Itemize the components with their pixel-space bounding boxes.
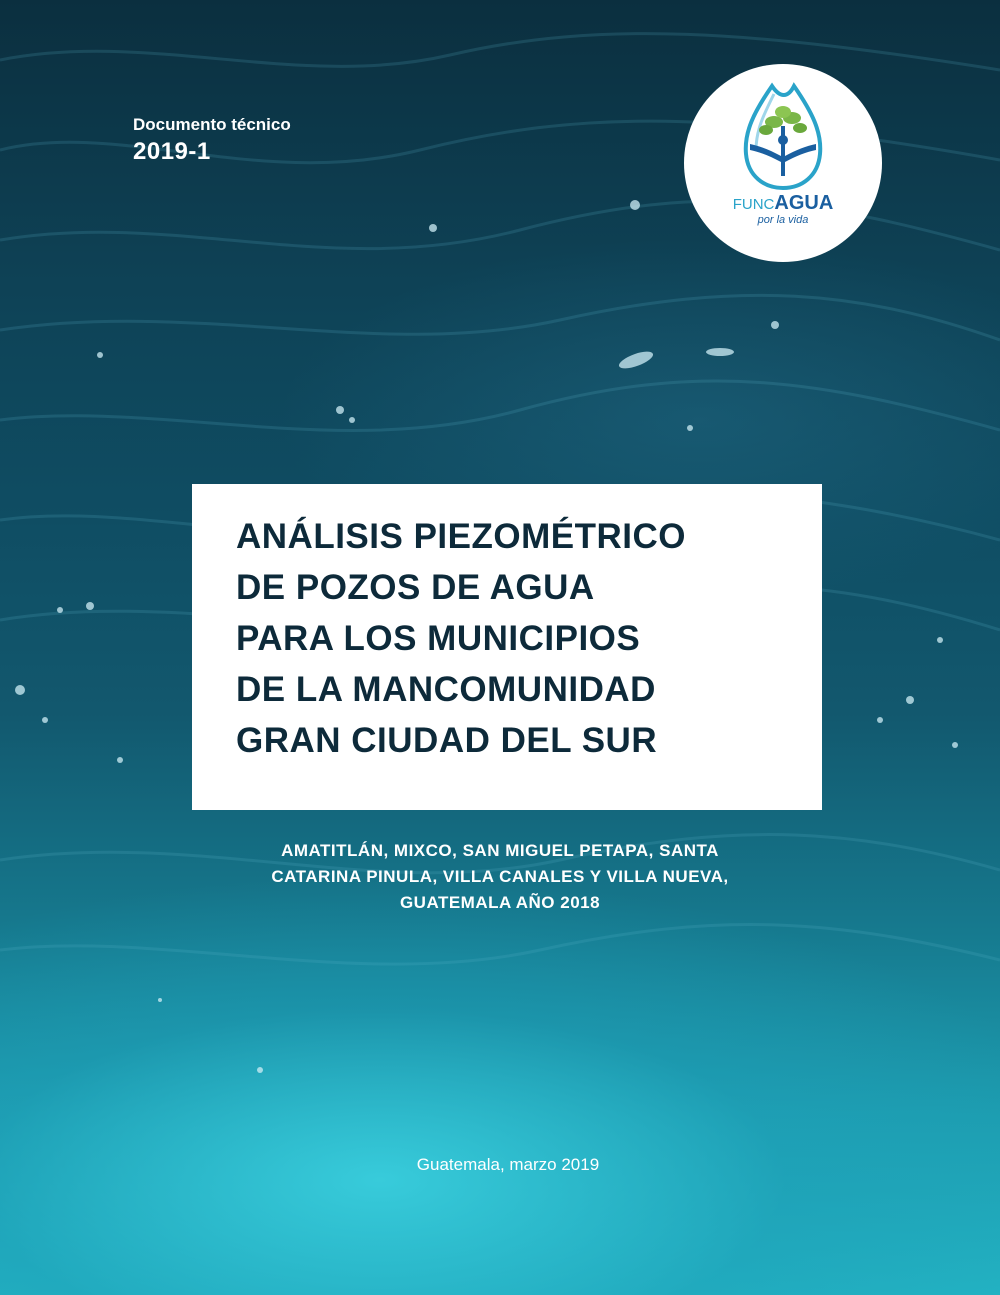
- logo-name-part1: FUNC: [732, 196, 775, 213]
- title-box: [192, 484, 822, 810]
- document-type-label: Documento técnico: [133, 115, 291, 134]
- subtitle-line: AMATITLÁN, MIXCO, SAN MIGUEL PETAPA, SANTA: [281, 841, 719, 860]
- logo-tagline: por la vida: [757, 214, 809, 226]
- logo-name-part2: AGUA: [774, 192, 834, 214]
- place-and-date: Guatemala, marzo 2019: [416, 1155, 600, 1174]
- title-line: DE LA MANCOMUNIDAD: [236, 670, 656, 709]
- title-line: GRAN CIUDAD DEL SUR: [236, 721, 658, 760]
- logo-wordmark: [684, 192, 882, 215]
- water-drop-tree-icon: [684, 64, 882, 262]
- subtitle-line: CATARINA PINULA, VILLA CANALES Y VILLA NUEVA,: [271, 867, 729, 886]
- document-code: 2019-1: [133, 138, 211, 165]
- subtitle-line: GUATEMALA AÑO 2018: [399, 893, 601, 912]
- funcagua-logo: [684, 64, 882, 262]
- title-line: ANÁLISIS PIEZOMÉTRICO: [236, 517, 686, 556]
- title-line: DE POZOS DE AGUA: [236, 568, 595, 607]
- title-line: PARA LOS MUNICIPIOS: [236, 619, 641, 658]
- document-subtitle: [200, 838, 800, 916]
- document-title: [236, 511, 686, 766]
